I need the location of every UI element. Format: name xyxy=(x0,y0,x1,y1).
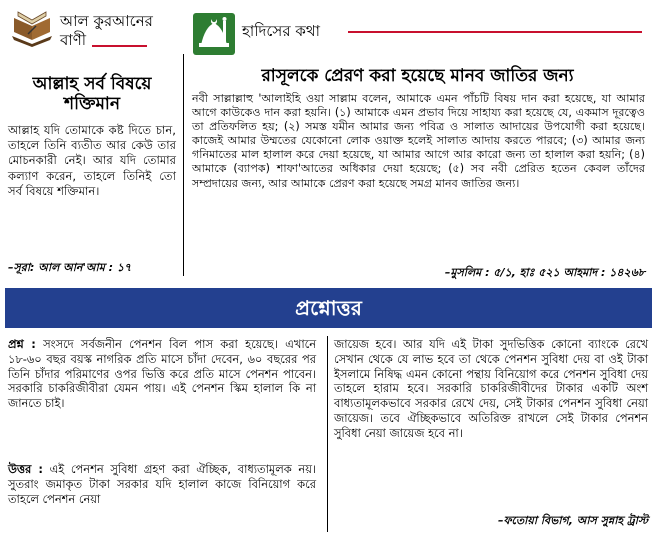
hadith-body: নবী সাল্লাল্লাহু 'আলাইহি ওয়া সাল্লাম বলেন, আমাকে এমন পাঁচটি বিষয় দান করা হয়েছে, যা আমার আগে কাউকেও দান করা হয়নি। (১) আমাকে এমন প্রভাব দিয়ে সাহায্য করা হয়েছে যে, একমাস দূরত্বেও তা প্রতিফলিত হয়; (২) সমস্ত যমীন আমার জন্য পবিত্র ও সালাত আদায়ের উপযোগী করা হয়েছে। কাজেই আমার উম্মতের যেকোনো লোক ওয়াক্ত হলেই সালাত আদায় করতে পারবে; (৩) আমার জন্য গনিমাতের মাল হালাল করে দেয়া হয়েছে, যা আমার আগে আর কারো জন্য তা হালাল করা হয়নি; (৪) আমাকে (ব্যাপক) শাফা'আতের অধিকার দেয়া হয়েছে; (৫) সব নবী প্রেরিত হতেন কেবল তাঁদের সম্প্রদায়ের জন্য, আর আমাকে প্রেরণ করা হয়েছে সমগ্র মানব জাতির জন্য। xyxy=(192,92,645,190)
answer-label: উত্তর : xyxy=(8,462,43,476)
question-label: প্রশ্ন : xyxy=(8,337,36,351)
question-text: সংসদে সর্বজনীন পেনশন বিল পাস করা হয়েছে। এখানে ১৮-৬০ বছর বয়স্ক নাগরিক প্রতি মাসে চাঁদা দেবেন, ৬০ বছরের পর তিনি চাঁদার পরিমাণের ওপর ভিত্তি করে প্রতি মাসে পেনশন পাবেন। সরকারি চাকরিজীবীরা যেমন পায়। এই পেনশন স্কিম হালাল কি না জানতে চাই। xyxy=(8,337,317,411)
hadith-title: রাসূলকে প্রেরণ করা হয়েছে মানব জাতির জন্য xyxy=(261,66,574,86)
mosque-icon xyxy=(193,13,235,55)
quran-title: আল্লাহ সর্ব বিষয়ে শক্তিমান xyxy=(32,74,152,114)
hadith-header: হাদিসের কথা xyxy=(242,22,320,40)
qa-answer-part1 xyxy=(8,462,316,506)
qa-answer-part2: জায়েজ হবে। আর যদি এই টাকা সুদভিত্তিক কোনো ব্যাংকে রেখে সেখান থেকে যে লাভ হবে তা থেকে পেনশন সুবিধা দেয় বা ওই টাকা ইসলামে নিষিদ্ধ এমন কোনো পন্থায় বিনিয়োগ করে পেনশন সুবিধা দেয় তাহলে হারাম হবে। সরকারি চাকরিজীবীদের টাকার একটি অংশ বাধ্যতামূলকভাবে সরকার রেখে দেয়, সেই টাকার পেনশন সুবিধা নেয়া জায়েজ। তবে ঐচ্ছিকভাবে অতিরিক্ত রাখলে সেই টাকার পেনশন সুবিধা নেয়া জায়েজ হবে না। xyxy=(334,337,648,440)
quran-body: আল্লাহ যদি তোমাকে কষ্ট দিতে চান, তাহলে তিনি ব্যতীত আর কেউ তার মোচনকারী নেই। আর যদি তোমার কল্যাণ করেন, তাহলে তিনিই তো সর্ব বিষয়ে শক্তিমান। xyxy=(8,123,176,198)
quran-source: –সূরা: আল আন'আম : ১৭ xyxy=(8,261,132,274)
qa-banner xyxy=(5,288,652,328)
hadith-header-underline xyxy=(348,31,642,33)
qa-question xyxy=(8,337,316,411)
answer-text-part1: এই পেনশন সুবিধা গ্রহণ করা ঐচ্ছিক, বাধ্যতামূলক নয়। সুতরাং জমাকৃত টাকা সরকার যদি হালাল কাজে বিনিয়োগ করে তাহলে পেনশন নেয়া xyxy=(8,462,316,506)
qa-source: –ফতোয়া বিভাগ, আস সুন্নাহ ট্রাস্ট xyxy=(497,514,648,527)
quran-header-underline xyxy=(92,45,147,47)
qa-banner-title: প্রশ্নোত্তর xyxy=(295,296,362,320)
hadith-source: –মুসলিম : ৫/১, হাঃ ৫২১ আহমাদ : ১৪২৬৮ xyxy=(444,266,645,279)
quran-header: আল কুরআনের বাণী xyxy=(60,12,153,49)
qa-column-divider xyxy=(327,336,328,532)
quran-book-icon xyxy=(6,6,58,48)
top-column-divider xyxy=(183,54,184,276)
